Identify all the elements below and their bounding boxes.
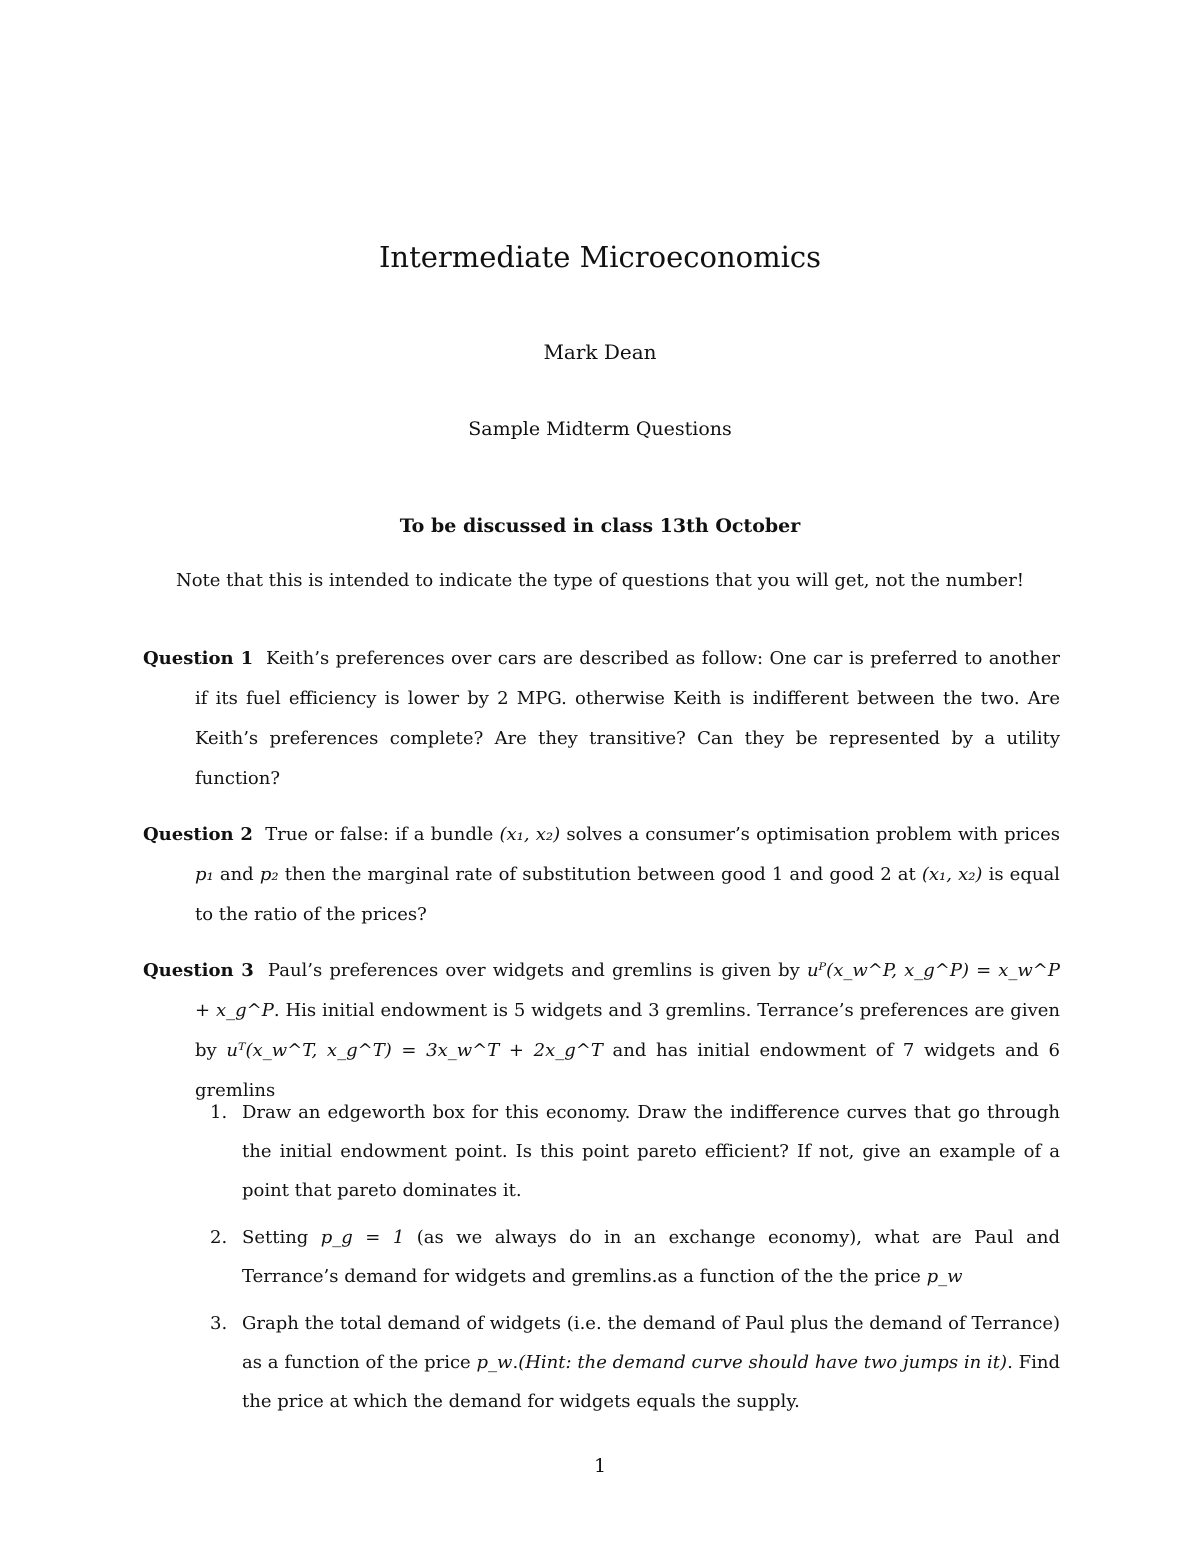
- question-3-label: Question 3: [143, 960, 254, 981]
- question-2-label: Question 2: [143, 824, 253, 845]
- pg-math: p_g = 1: [320, 1227, 405, 1248]
- question-3-parts: [210, 1093, 1060, 1429]
- pw-math: p_w: [476, 1352, 513, 1373]
- price-p2-math: p₂: [259, 864, 279, 885]
- question-1-text: Keith’s preferences over cars are described as follow: One car is preferred to another if its fuel efficiency is lower by 2 MPG. otherwise Keith is indifferent between the two. Are Keith’s preferences complete? Are they transitive? Can they be represented by a utility function?: [195, 648, 1060, 789]
- document-subtitle: Sample Midterm Questions: [468, 418, 732, 440]
- question-2-text-part-2: solves a consumer’s optimisation problem with prices: [566, 824, 1060, 845]
- discussion-date-heading: To be discussed in class 13th October: [399, 515, 801, 537]
- question-2-text-and: and: [219, 864, 254, 885]
- bundle-math-repeat: (x₁, x₂): [921, 864, 983, 885]
- list-item-number: 2.: [210, 1227, 228, 1248]
- author-name: Mark Dean: [543, 340, 657, 364]
- note-text: Note that this is intended to indicate the type of questions that you will get, not the number!: [175, 570, 1025, 591]
- list-item: 3. Graph the total demand of widgets (i.e. the demand of Paul plus the demand of Terrance) as a function of the price p_w.(Hint: the demand curve should have two jumps in it). Find the price at which the demand for widgets equals the supply.: [210, 1304, 1060, 1421]
- question-2-text-part-1: True or false: if a bundle: [265, 824, 494, 845]
- list-item-number: 3.: [210, 1313, 228, 1334]
- bundle-math: (x₁, x₂): [499, 824, 561, 845]
- page-number: 1: [593, 1455, 607, 1477]
- question-3-text-part-3: and has initial endowment of 7 widgets and 6 gremlins: [195, 1040, 1060, 1101]
- list-item-text-part-2: Find the price at which the demand for widgets equals the supply.: [242, 1352, 1060, 1412]
- question-1-label: Question 1: [143, 648, 254, 669]
- document-title: Intermediate Microeconomics: [378, 240, 822, 274]
- price-p1-math: p₁: [195, 864, 214, 885]
- question-3-text-part-1: Paul’s preferences over widgets and gremlins is given by: [267, 960, 800, 981]
- paul-utility-math: uᴾ(x_w^P, x_g^P) = x_w^P + x_g^P: [195, 960, 1060, 1021]
- question-2-text-part-4: is equal to the ratio of the prices?: [195, 864, 1060, 925]
- question-2-text-part-3: then the marginal rate of substitution between good 1 and good 2 at: [284, 864, 916, 885]
- question-2: [143, 815, 1060, 935]
- list-item-text: Draw an edgeworth box for this economy. Draw the indifference curves that go through the initial endowment point. Is this point pareto efficient? If not, give an example of a point that pareto dominates it.: [242, 1102, 1060, 1201]
- list-item-number: 1.: [210, 1102, 228, 1123]
- terrance-utility-math: uᵀ(x_w^T, x_g^T) = 3x_w^T + 2x_g^T: [226, 1040, 603, 1061]
- question-3-text-part-2: His initial endowment is 5 widgets and 3 gremlins. Terrance’s preferences are given by: [195, 1000, 1060, 1061]
- hint-text: (Hint: the demand curve should have two jumps in it): [518, 1352, 1008, 1373]
- list-item: [210, 1093, 1060, 1210]
- question-3: Question 3 Paul’s preferences over widgets and gremlins is given by uᴾ(x_w^P, x_g^P) = x_w^P + x_g^P. His initial endowment is 5 widgets and 3 gremlins. Terrance’s preferences are given by uᵀ(x_w^T, x_g^T) = 3x_w^T + 2x_g^T and has initial endowment of 7 widgets and 6 gremlins: [143, 960, 1060, 1101]
- list-item-text-part-2: (as we always do in an exchange economy), what are Paul and Terrance’s demand for widgets and gremlins.as a function of the the price: [242, 1227, 1060, 1287]
- pw-math: p_w: [926, 1266, 963, 1287]
- list-item-text-part-1: Graph the total demand of widgets (i.e. the demand of Paul plus the demand of Terrance) as a function of the price: [242, 1313, 1060, 1373]
- list-item-text-part-1: Setting: [242, 1227, 309, 1248]
- list-item: [210, 1218, 1060, 1296]
- question-1: [143, 639, 1060, 799]
